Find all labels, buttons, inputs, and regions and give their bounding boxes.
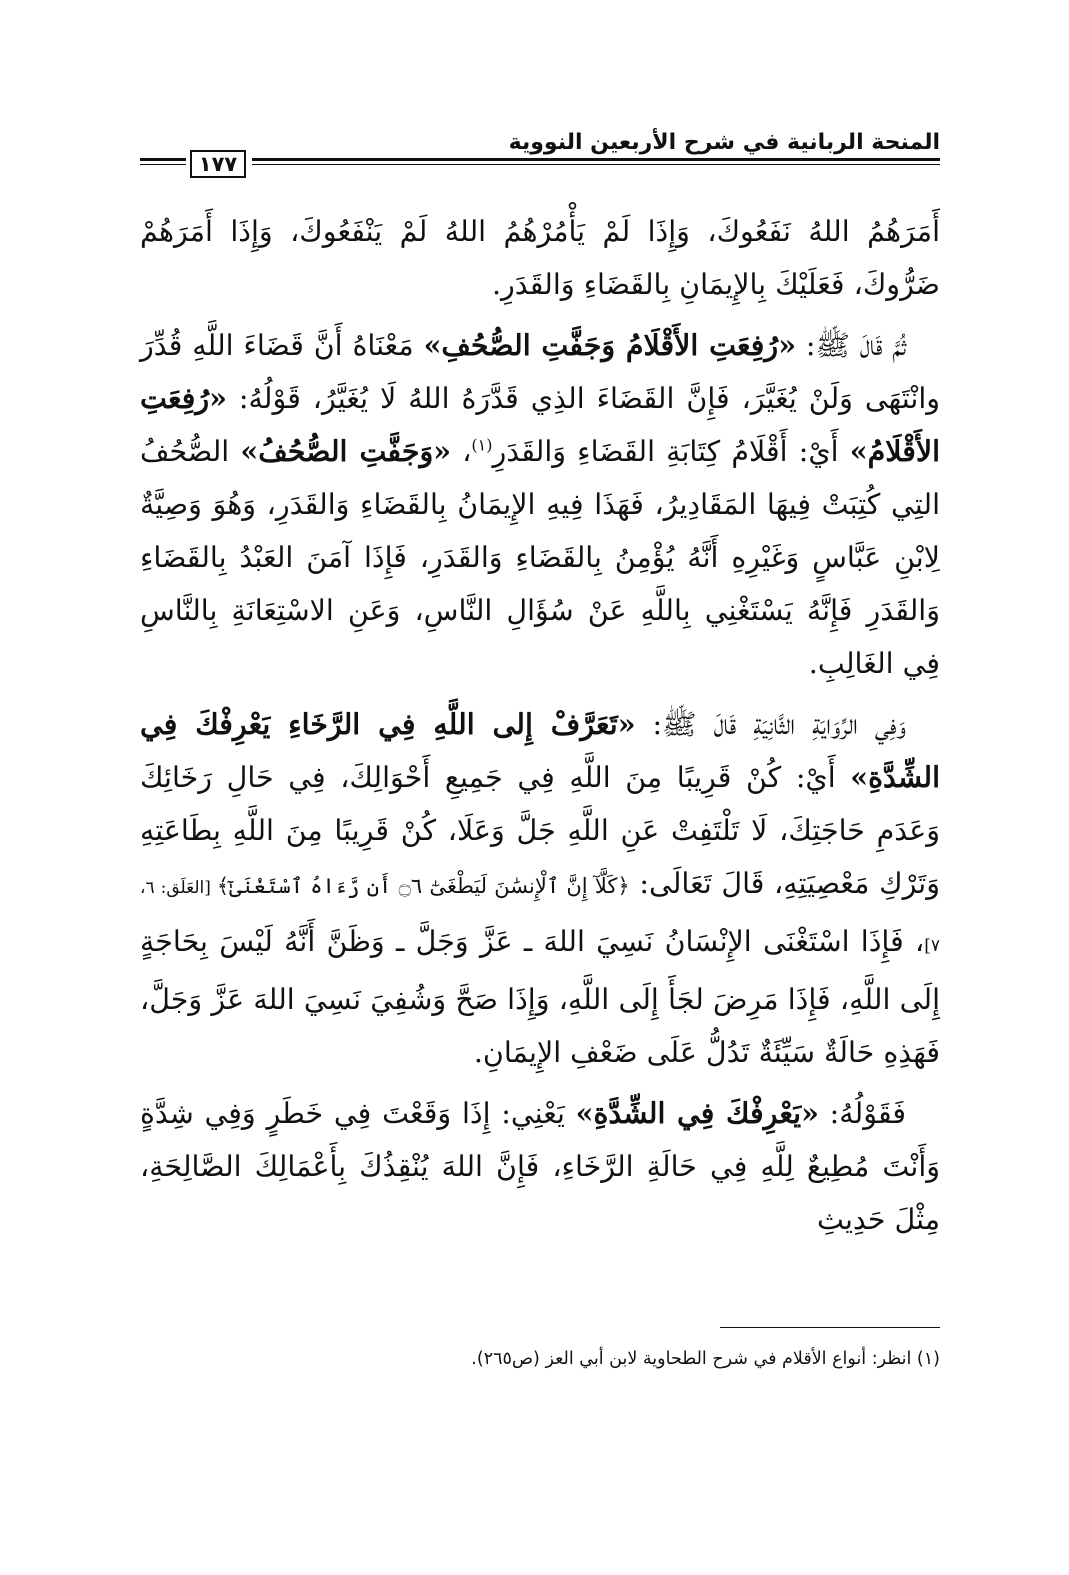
page-header xyxy=(140,128,940,180)
hadith-quote: «وَجَفَّتِ الصُّحُفُ» xyxy=(240,434,452,468)
hadith-quote: «رُفِعَتِ الأَقْلَامُ وَجَفَّتِ الصُّحُفِ» xyxy=(423,328,797,362)
paragraph-1: أَمَرَهُمُ اللهُ نَفَعُوكَ، وَإِذَا لَمْ يَأْمُرْهُمُ اللهُ لَمْ يَنْفَعُوكَ، وَإِذَا أَمَرَهُمْ ضَرُّوكَ، فَعَلَيْكَ بِالإِيمَانِ بِالقَضَاءِ وَالقَدَرِ. xyxy=(140,215,940,301)
paragraph-3: وَفِي الرِّوَايَةِ الثَّانِيَةِ قَالَ ﷺ: «تَعَرَّفْ إِلى اللَّهِ فِي الرَّخَاءِ يَعْرِفْكَ فِي الشِّدَّةِ» أَيْ: كُنْ قَرِيبًا مِنَ اللَّهِ فِي جَمِيعِ أَحْوَالِكَ، فِي حَالِ رَخَائِكَ وَعَدَمِ حَاجَتِكَ، لَا تَلْتَفِتْ عَنِ اللَّهِ جَلَّ وَعَلَا، كُنْ قَرِيبًا مِنَ اللَّهِ بِطَاعَتِهِ وَتَرْكِ مَعْصِيَتِهِ، قَالَ تَعَالَى: ﴿كَلَّآ إِنَّ ٱلْإِنسَٰنَ لَيَطْغَىٰٓ ۝٦ أَن رَّءَاهُ ٱسْتَغْنَىٰٓ﴾ [العَلَق: ٦، ٧]، فَإِذَا اسْتَغْنَى الإِنْسَانُ نَسِيَ اللهَ ـ عَزَّ وَجَلَّ ـ وَظَنَّ أَنَّهُ لَيْسَ بِحَاجَةٍ إِلَى اللَّهِ، فَإِذَا مَرِضَ لجَأَ إِلَى اللَّهِ، وَإِذَا صَحَّ وَشُفِيَ نَسِيَ اللهَ عَزَّ وَجَلَّ، فَهَذِهِ حَالَةٌ سَيِّئَةٌ تَدُلُّ عَلَى ضَعْفِ الإِيمَانِ. xyxy=(140,707,940,1069)
verse-reference: [العَلَق: ٦، ٧] xyxy=(140,878,940,956)
quran-verse: ﴿كَلَّآ إِنَّ ٱلْإِنسَٰنَ لَيَطْغَىٰٓ ۝٦ أَن رَّءَاهُ ٱسْتَغْنَىٰٓ﴾ xyxy=(216,874,630,898)
header-rule-left xyxy=(140,158,186,165)
footnote-separator xyxy=(720,1327,940,1328)
page-number: ١٧٧ xyxy=(190,150,246,178)
footnote: (١) انظر: أنواع الأقلام في شرح الطحاوية لابن أبي العز (ص٢٦٥). xyxy=(471,1349,940,1369)
paragraph-2: ثُمَّ قَالَ ﷺ: «رُفِعَتِ الأَقْلَامُ وَجَفَّتِ الصُّحُفِ» مَعْنَاهُ أَنَّ قَضَاءَ اللَّهِ قُدِّرَ وانْتَهَى وَلَنْ يُغَيَّرَ، فَإِنَّ القَضَاءَ الذِي قَدَّرَهُ اللهُ لَا يُغَيَّرُ، قَوْلُهُ: «رُفِعَتِ الأَقْلَامُ» أَيْ: أَقْلَامُ كِتَابَةِ القَضَاءِ وَالقَدَرِ$^{(١)}$، «وَجَفَّتِ الصُّحُفُ» الصُّحُفُ التِي كُتِبَتْ فِيهَا المَقَادِيرُ، فَهَذَا فِيهِ الإِيمَانُ بِالقَضَاءِ وَالقَدَرِ، وَهُوَ وَصِيَّةٌ لِابْنِ عَبَّاسٍ وَغَيْرِهِ أَنَّهُ يُؤْمِنُ بِالقَضَاءِ وَالقَدَرِ، فَإِذَا آمَنَ العَبْدُ بِالقَضَاءِ وَالقَدَرِ فَإِنَّهُ يَسْتَغْنِي بِاللَّهِ عَنْ سُؤَالِ النَّاسِ، وَعَنِ الاسْتِعَانَةِ بِالنَّاسِ فِي الغَالِبِ. xyxy=(140,328,941,680)
hadith-quote: «يَعْرِفْكَ فِي الشِّدَّةِ» xyxy=(575,1096,819,1130)
body-text xyxy=(140,205,940,1246)
hadith-quote: «تَعَرَّفْ إِلى اللَّهِ فِي الرَّخَاءِ يَعْرِفْكَ فِي الشِّدَّةِ» xyxy=(140,707,940,794)
paragraph-4: فَقَوْلُهُ: «يَعْرِفْكَ فِي الشِّدَّةِ» يَعْنِي: إِذَا وَقَعْتَ فِي خَطَرٍ وَفِي شِدَّةٍ وَأَنْتَ مُطِيعٌ لِلَّهِ فِي حَالَةِ الرَّخَاءِ، فَإِنَّ اللهَ يُنْقِذُكَ بِأَعْمَالِكَ الصَّالِحَةِ، مِثْلَ حَدِيثِ xyxy=(140,1096,940,1236)
footnote-marker: (١) xyxy=(471,435,493,455)
header-rule-right xyxy=(252,158,940,165)
running-title: المنحة الربانية في شرح الأربعين النووية xyxy=(508,130,940,155)
hadith-quote: «رُفِعَتِ الأَقْلَامُ» xyxy=(140,381,941,468)
